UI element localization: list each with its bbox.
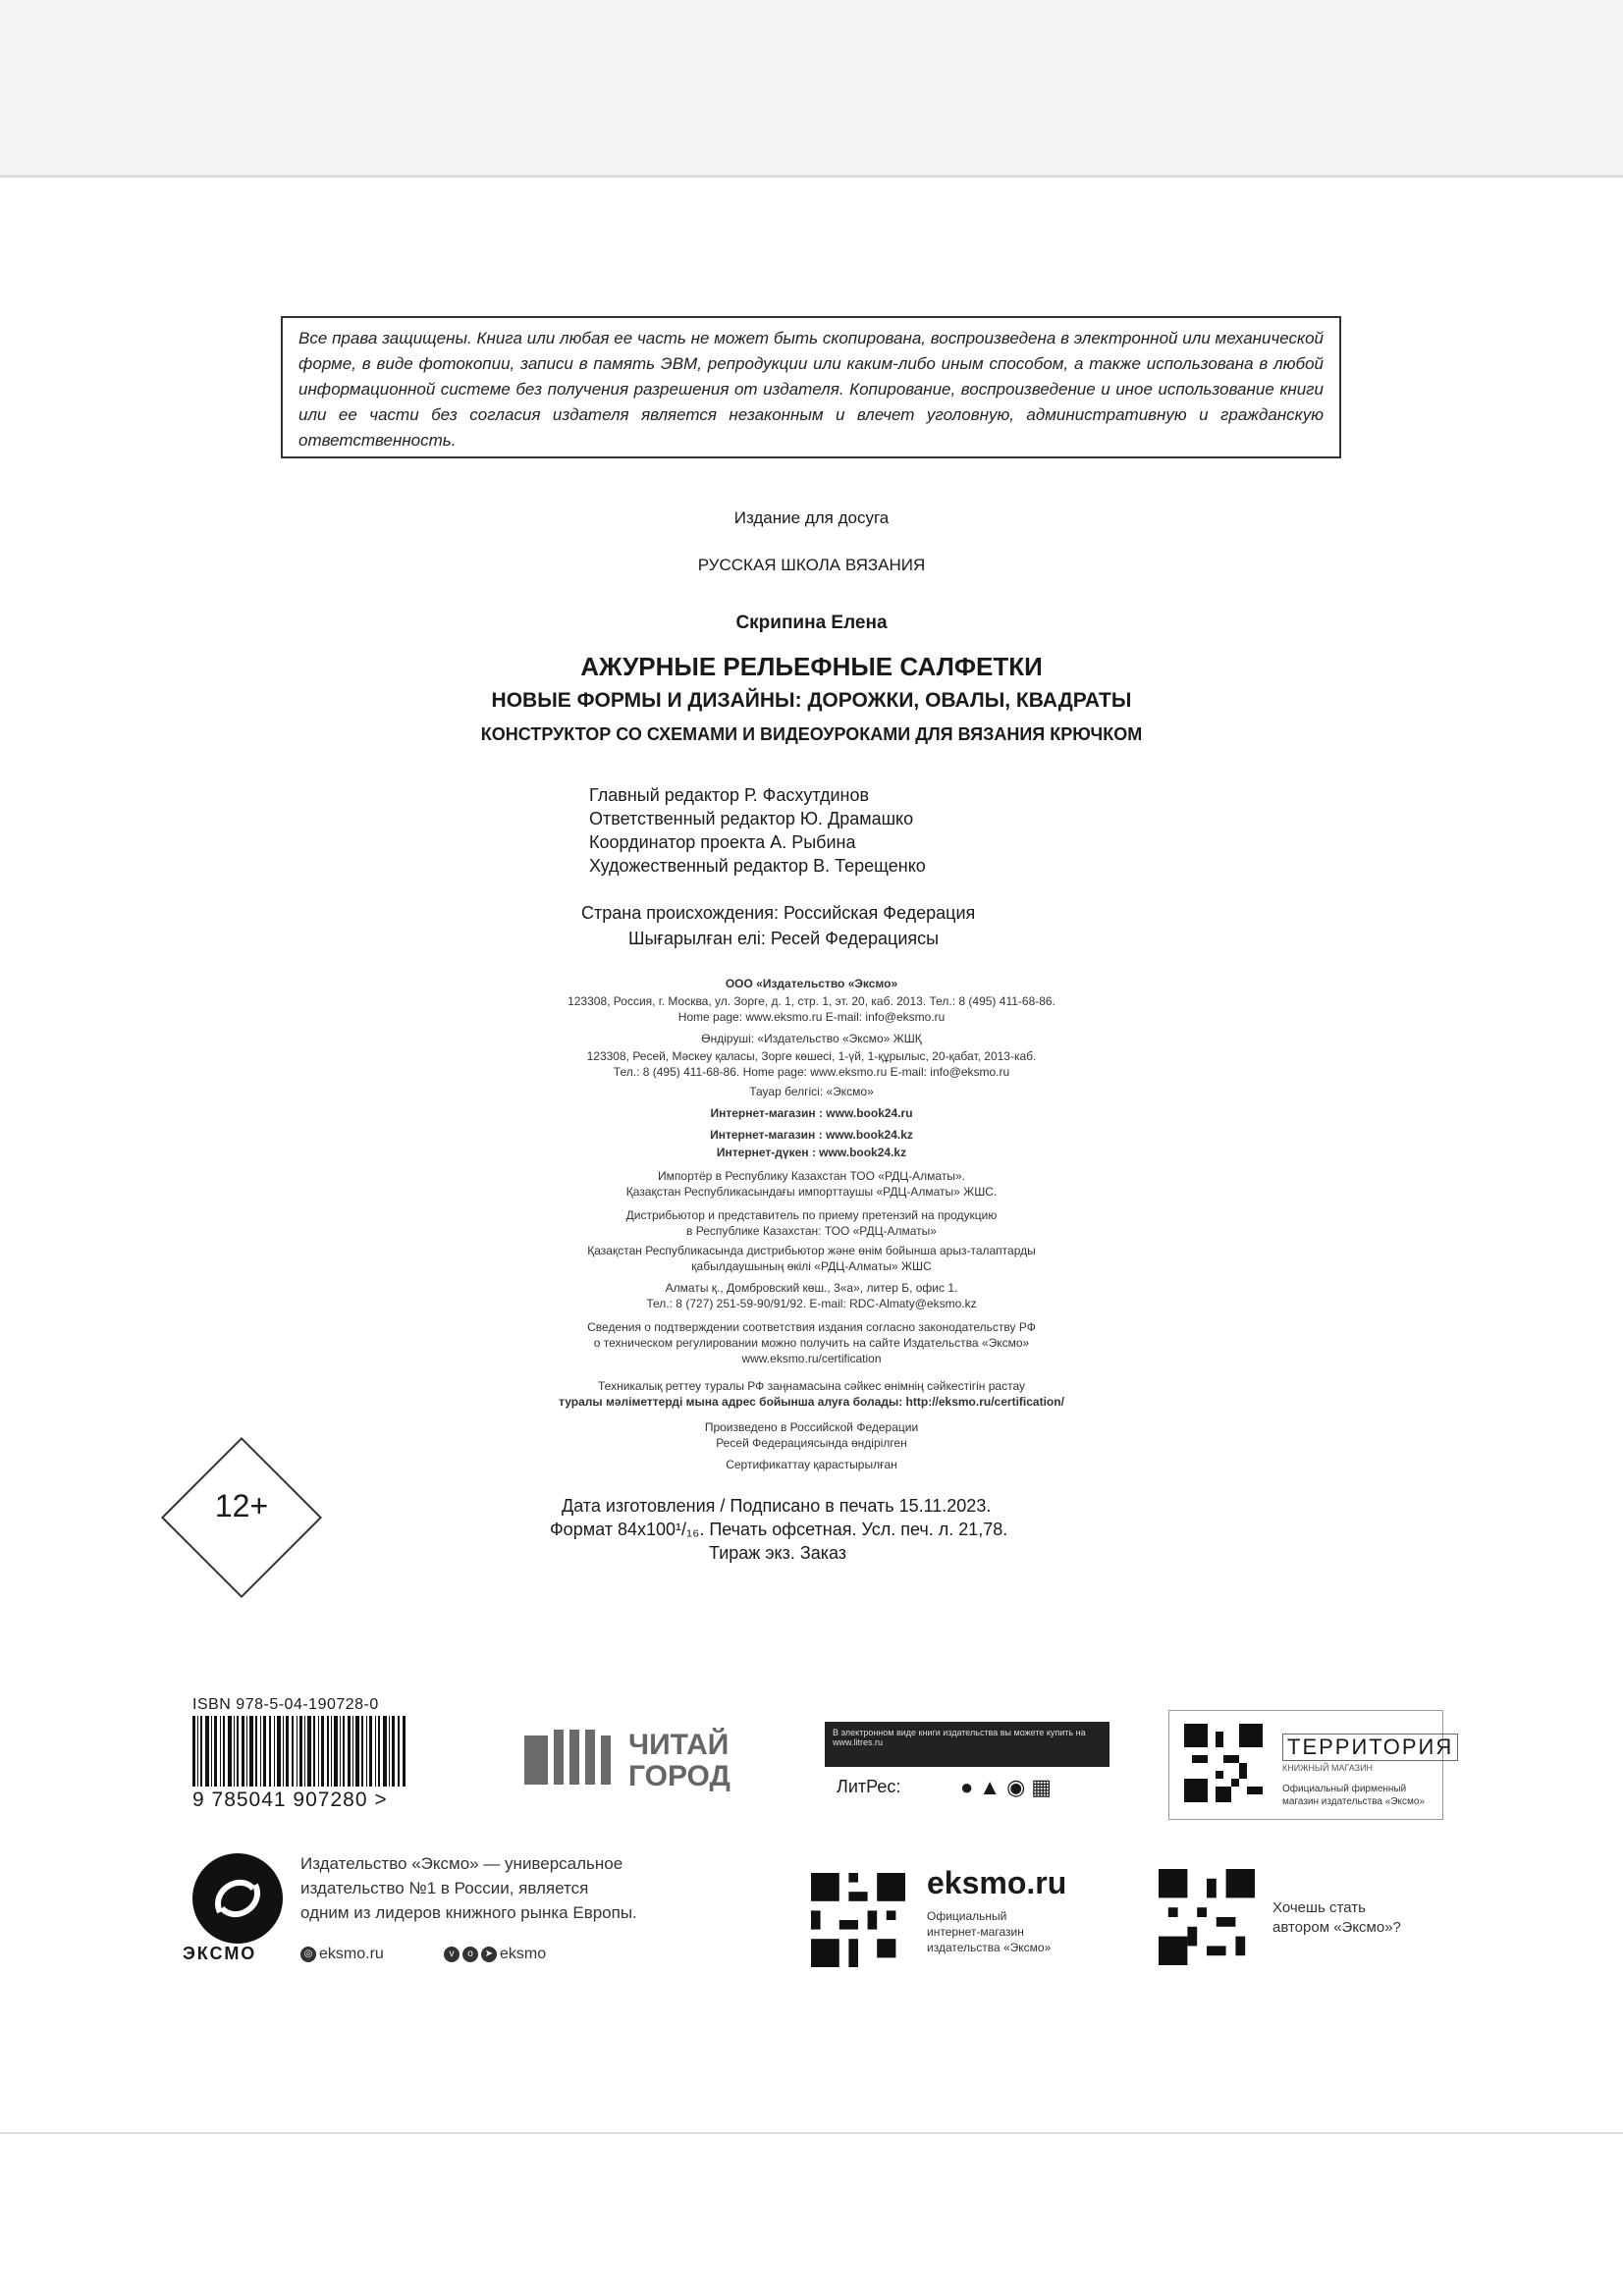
imprint-line: 123308, Ресей, Мәскеу қаласы, Зорге көшесі, 1-үй, 1-құрылыс, 20-қабат, 2013-каб. <box>586 1049 1037 1063</box>
author-name: Скрипина Елена <box>735 613 888 633</box>
imprint-line: в Республике Казахстан: ТОО «РДЦ-Алматы» <box>686 1224 937 1238</box>
apple-icon: ● <box>960 1775 980 1799</box>
qr-code-icon <box>1159 1869 1255 1965</box>
page-bottom-edge <box>0 2132 1623 2134</box>
barcode-digits: 9 785041 907280 > <box>192 1789 388 1811</box>
staff-line: Главный редактор Р. Фасхутдинов <box>589 785 870 805</box>
territory-caption: Официальный фирменный магазин издательства «Эксмо» <box>1282 1784 1426 1807</box>
eksmo-description-line: издательство №1 в России, является <box>300 1879 589 1897</box>
globe-icon: ◎ <box>300 1947 316 1962</box>
become-author-line: автором «Эксмо»? <box>1272 1919 1401 1936</box>
gorod-word: ГОРОД <box>628 1760 730 1792</box>
imprint-line: Тел.: 8 (727) 251-59-90/91/92. E-mail: RDC-Almaty@eksmo.kz <box>646 1297 977 1310</box>
eksmo-ru-link[interactable]: eksmo.ru <box>927 1865 1067 1900</box>
chitai-gorod-logo-icon <box>524 1730 615 1785</box>
book-subtitle-2: КОНСТРУКТОР СО СХЕМАМИ И ВИДЕОУРОКАМИ ДЛЯ ВЯЗАНИЯ КРЮЧКОМ <box>480 724 1143 744</box>
imprint-line: ООО «Издательство «Эксмо» <box>725 977 898 990</box>
eksmo-logo-icon <box>190 1851 285 1946</box>
imprint-line: Тел.: 8 (495) 411-68-86. Home page: www.eksmo.ru E-mail: info@eksmo.ru <box>613 1065 1010 1079</box>
become-author-line: Хочешь стать <box>1272 1899 1366 1916</box>
staff-line: Координатор проекта А. Рыбина <box>589 832 856 852</box>
territory-subtitle: КНИЖНЫЙ МАГАЗИН <box>1282 1763 1374 1773</box>
qr-code-icon <box>1184 1724 1263 1802</box>
print-data-line: Тираж экз. Заказ <box>709 1543 847 1563</box>
qr-code-icon <box>811 1873 905 1967</box>
eksmo-description-line: одним из лидеров книжного рынка Европы. <box>300 1903 637 1922</box>
page-top-edge <box>0 0 1623 178</box>
social-site-label: eksmo.ru <box>319 1946 384 1962</box>
imprint-line: 123308, Россия, г. Москва, ул. Зорге, д. 1, стр. 1, эт. 20, каб. 2013. Тел.: 8 (495) 411-68-86. <box>568 994 1055 1008</box>
edition-type: Издание для досуга <box>733 508 890 527</box>
eksmo-description-line: Издательство «Эксмо» — универсальное <box>300 1854 623 1873</box>
litres-banner: В электронном виде книги издательства вы можете купить на www.litres.ru <box>825 1722 1109 1767</box>
imprint-line: Ресей Федерациясында өндірілген <box>716 1436 907 1450</box>
become-author-prompt <box>1272 1898 1401 1938</box>
staff-line: Художественный редактор В. Терещенко <box>589 856 926 876</box>
imprint-line: Импортёр в Республику Казахстан ТОО «РДЦ-Алматы». <box>658 1169 965 1183</box>
imprint-line: қабылдаушының өкілі «РДЦ-Алматы» ЖШС <box>691 1259 932 1273</box>
book-subtitle: НОВЫЕ ФОРМЫ И ДИЗАЙНЫ: ДОРОЖКИ, ОВАЛЫ, КВАДРАТЫ <box>491 689 1132 712</box>
android-icon: ▲ <box>979 1775 1007 1799</box>
eksmo-ru-description-line: интернет-магазин <box>927 1925 1024 1939</box>
social-site[interactable] <box>300 1946 384 1963</box>
windows-icon: ▦ <box>1031 1775 1058 1799</box>
imprint-line: Қазақстан Республикасында дистрибьютор және өнім бойынша арыз-талаптарды <box>587 1244 1036 1257</box>
territory-logo: ТЕРРИТОРИЯ <box>1282 1734 1458 1761</box>
imprint-line: о техническом регулировании можно получить на сайте Издательства «Эксмо» <box>593 1336 1030 1350</box>
chitai-word: ЧИТАЙ <box>628 1729 730 1761</box>
imprint-line: Қазақстан Республикасындағы импорттаушы «РДЦ-Алматы» ЖШС. <box>625 1185 998 1199</box>
imprint-line: Интернет-магазин : www.book24.kz <box>710 1128 913 1142</box>
imprint-line: Техникалық реттеу туралы РФ заңнамасына сәйкес өнімнің сәйкестігін растау <box>598 1379 1025 1393</box>
print-data-line: Дата изготовления / Подписано в печать 15.11.2023. <box>562 1496 992 1516</box>
chrome-icon: ◉ <box>1006 1775 1032 1799</box>
imprint-line: туралы мәліметтерді мына адрес бойынша алуға болады: http://eksmo.ru/certification/ <box>559 1395 1064 1409</box>
age-rating: 12+ <box>214 1488 269 1523</box>
staff-line: Ответственный редактор Ю. Драмашко <box>589 809 914 828</box>
imprint-line: www.eksmo.ru/certification <box>741 1352 882 1365</box>
vk-icon: v <box>444 1947 460 1962</box>
imprint-line: Алматы қ., Домбровский көш., 3«а», литер Б, офис 1. <box>665 1281 958 1295</box>
eksmo-ru-description-line: издательства «Эксмо» <box>927 1941 1052 1954</box>
rights-notice: Все права защищены. Книга или любая ее часть не может быть скопирована, воспроизведена в электронной или механической форме, в виде фотокопии, записи в память ЭВМ, репродукции или каким-либо иным способом, а также использована в любой информационной системе без получения разрешения от издателя. Копирование, воспроизведение и иное использование книги или ее части без согласия издателя является незаконным и влечет уголовную, административную и гражданскую ответственность. <box>281 316 1341 458</box>
series-name: РУССКАЯ ШКОЛА ВЯЗАНИЯ <box>697 556 926 574</box>
imprint-line: Произведено в Российской Федерации <box>704 1420 919 1434</box>
ok-icon: o <box>462 1947 478 1962</box>
imprint-line: Интернет-магазин : www.book24.ru <box>710 1106 913 1120</box>
barcode-icon <box>192 1716 406 1787</box>
origin-line: Шығарылған елі: Ресей Федерациясы <box>628 929 940 948</box>
imprint-line: Дистрибьютор и представитель по приему претензий на продукцию <box>625 1208 998 1222</box>
telegram-icon: ➤ <box>481 1947 497 1962</box>
litres-logo: ЛитРес: <box>837 1777 901 1796</box>
imprint-line: Интернет-дүкен : www.book24.kz <box>716 1146 907 1159</box>
imprint-line: Сертификаттау қарастырылған <box>726 1458 897 1471</box>
eksmo-wordmark: ЭКСМО <box>183 1944 257 1963</box>
origin-line: Страна происхождения: Российская Федерация <box>581 903 976 923</box>
imprint-line: Home page: www.eksmo.ru E-mail: info@eksmo.ru <box>677 1010 946 1024</box>
eksmo-description <box>300 1851 637 1925</box>
social-handle-label: eksmo <box>500 1946 547 1962</box>
imprint-line: Сведения о подтверждении соответствия издания согласно законодательству РФ <box>587 1320 1036 1334</box>
social-handle[interactable] <box>444 1946 546 1963</box>
eksmo-ru-description <box>927 1908 1051 1955</box>
chitai-gorod-logo <box>628 1730 730 1792</box>
book-title: АЖУРНЫЕ РЕЛЬЕФНЫЕ САЛФЕТКИ <box>580 652 1043 681</box>
print-data-line: Формат 84x100¹/₁₆. Печать офсетная. Усл. печ. л. 21,78. <box>550 1520 1008 1539</box>
eksmo-ru-description-line: Официальный <box>927 1909 1007 1923</box>
imprint-line: Тауар белгісі: «Эксмо» <box>749 1085 874 1098</box>
isbn: ISBN 978-5-04-190728-0 <box>192 1696 379 1713</box>
app-store-icons <box>960 1775 1057 1800</box>
imprint-line: Өндіруші: «Издательство «Эксмо» ЖШҚ <box>701 1032 922 1045</box>
